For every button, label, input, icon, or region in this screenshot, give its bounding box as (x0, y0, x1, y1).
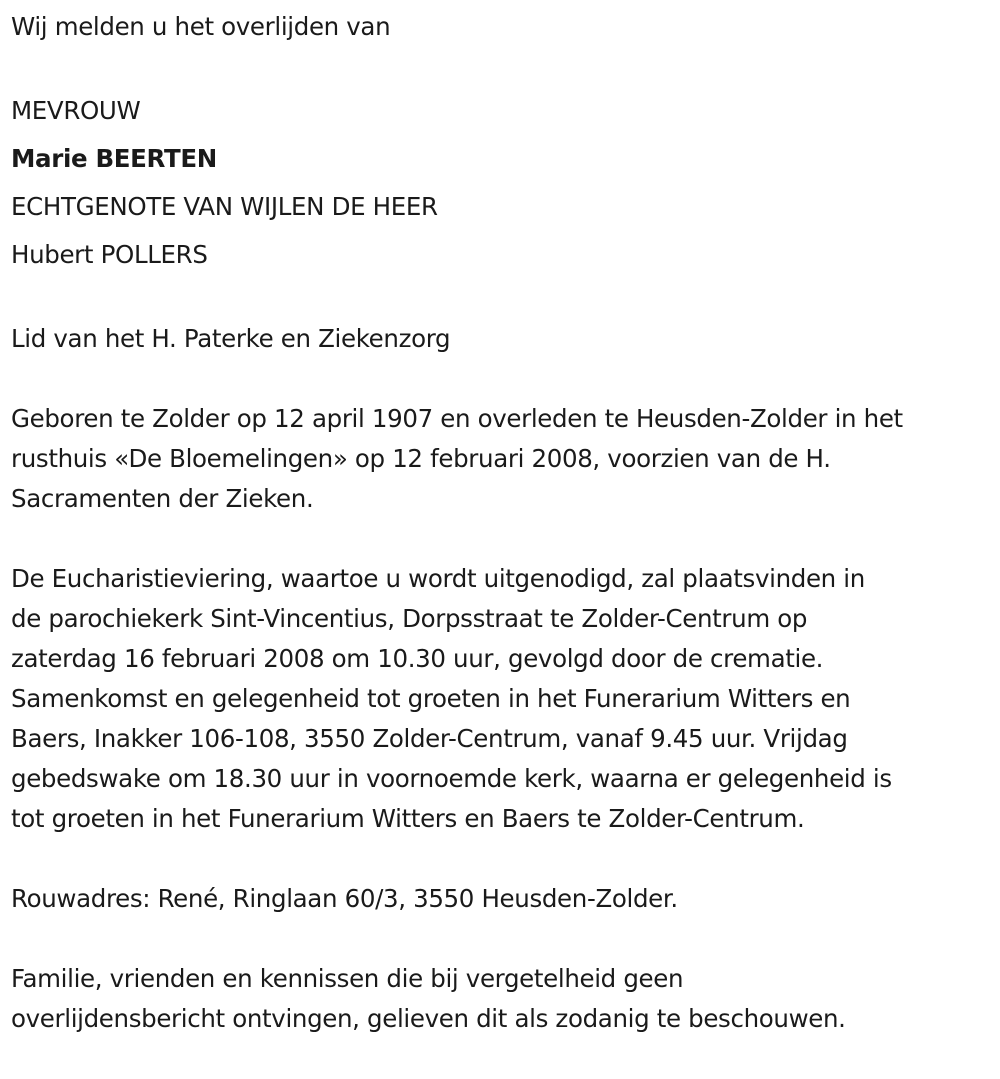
deceased-name: Marie BEERTEN (11, 144, 217, 173)
title-text: MEVROUW (11, 96, 141, 125)
paragraph-line: rusthuis «De Bloemelingen» op 12 februari 2008, voorzien van de H. (11, 444, 831, 473)
spouse-name: Hubert POLLERS (11, 240, 208, 269)
mourning-address: Rouwadres: René, Ringlaan 60/3, 3550 Heusden-Zolder. (11, 884, 678, 913)
death-notice (11, 0, 996, 1079)
intro-text: Wij melden u het overlijden van (11, 12, 391, 41)
closing-paragraph (11, 959, 996, 1039)
membership-text: Lid van het H. Paterke en Ziekenzorg (11, 324, 451, 353)
address-paragraph (11, 879, 996, 919)
birth-death-paragraph (11, 399, 996, 519)
paragraph-line: gebedswake om 18.30 uur in voornoemde kerk, waarna er gelegenheid is (11, 764, 892, 793)
paragraph-line: De Eucharistieviering, waartoe u wordt uitgenodigd, zal plaatsvinden in (11, 564, 865, 593)
paragraph-line: de parochiekerk Sint-Vincentius, Dorpsstraat te Zolder-Centrum op (11, 604, 808, 633)
relation-text: ECHTGENOTE VAN WIJLEN DE HEER (11, 192, 438, 221)
paragraph-line: Familie, vrienden en kennissen die bij vergetelheid geen (11, 964, 684, 993)
paragraph-line: overlijdensbericht ontvingen, gelieven dit als zodanig te beschouwen. (11, 1004, 846, 1033)
membership-paragraph (11, 319, 996, 359)
paragraph-line: Baers, Inakker 106-108, 3550 Zolder-Centrum, vanaf 9.45 uur. Vrijdag (11, 724, 848, 753)
deceased-block (11, 87, 996, 279)
ceremony-paragraph (11, 559, 996, 839)
paragraph-line: Sacramenten der Zieken. (11, 484, 314, 513)
paragraph-line: Geboren te Zolder op 12 april 1907 en overleden te Heusden-Zolder in het (11, 404, 903, 433)
paragraph-line: Samenkomst en gelegenheid tot groeten in het Funerarium Witters en (11, 684, 851, 713)
paragraph-line: zaterdag 16 februari 2008 om 10.30 uur, gevolgd door de crematie. (11, 644, 824, 673)
intro-paragraph (11, 7, 996, 47)
paragraph-line: tot groeten in het Funerarium Witters en Baers te Zolder-Centrum. (11, 804, 805, 833)
